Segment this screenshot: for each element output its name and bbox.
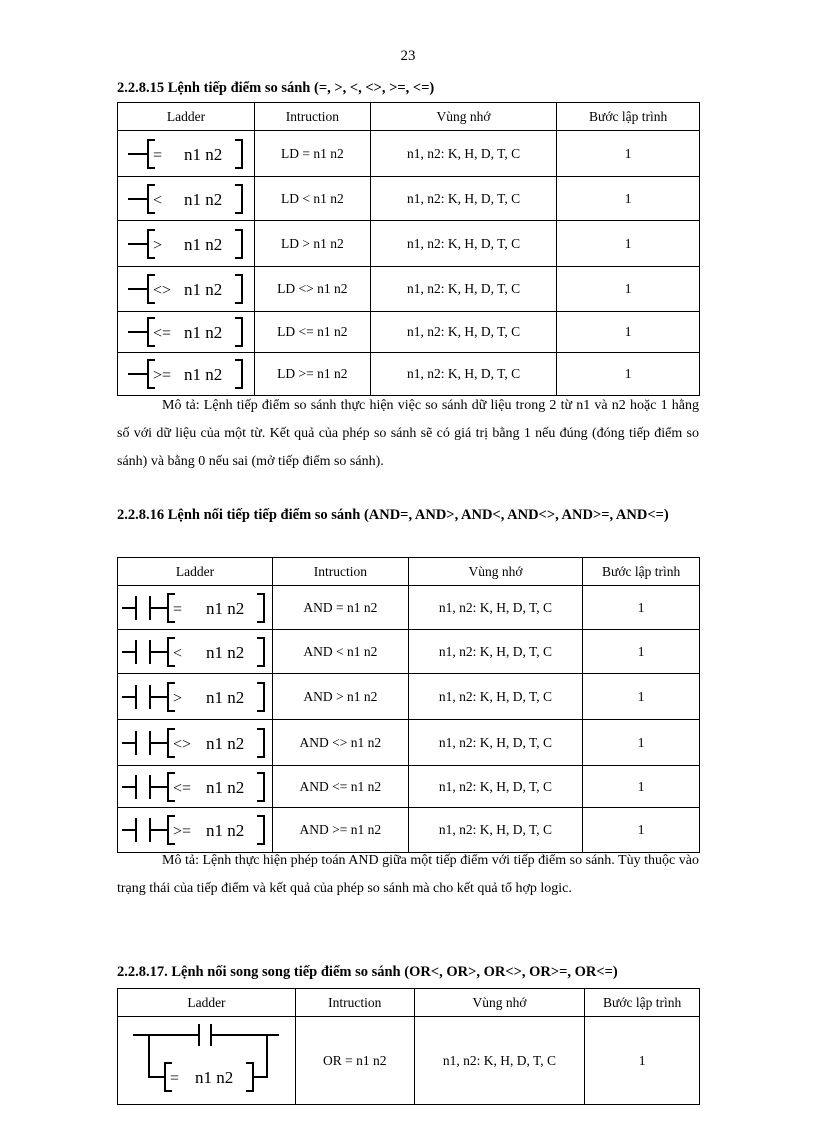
header-memory: Vùng nhớ <box>414 989 585 1017</box>
steps-cell: 1 <box>583 630 700 674</box>
or-compare-table <box>117 988 700 1105</box>
header-instruction: Intruction <box>295 989 414 1017</box>
table-header-row <box>118 103 700 131</box>
ladder-diagram <box>120 632 270 672</box>
header-ladder: Ladder <box>118 558 273 586</box>
compare-operator: >= <box>152 367 172 384</box>
instruction-cell: AND = n1 n2 <box>272 586 408 630</box>
contact-no-icon <box>122 640 168 664</box>
ladder-cell <box>118 720 273 766</box>
table-row <box>118 586 700 630</box>
ladder-cell <box>118 630 273 674</box>
ladder-diagram <box>120 810 270 850</box>
compare-block-icon <box>168 816 264 844</box>
ladder-diagram <box>126 224 246 264</box>
compare-block-icon <box>148 140 242 168</box>
steps-cell: 1 <box>557 177 700 221</box>
section2-title: 2.2.8.16 Lệnh nối tiếp tiếp điểm so sánh (AND=, AND>, AND<, AND<>, AND>=, AND<=) <box>117 507 669 523</box>
instruction-cell: LD <= n1 n2 <box>254 312 370 353</box>
contact-no-icon <box>122 775 168 799</box>
instruction-cell: LD < n1 n2 <box>254 177 370 221</box>
compare-operator: > <box>172 689 183 707</box>
steps-cell: 1 <box>585 1017 700 1105</box>
compare-operator: = <box>172 600 183 618</box>
table-row <box>118 312 700 353</box>
operands-label: n1 n2 <box>205 821 245 840</box>
memory-cell: n1, n2: K, H, D, T, C <box>370 267 557 312</box>
compare-block-icon <box>168 683 264 711</box>
compare-block-icon <box>148 360 242 388</box>
steps-cell: 1 <box>557 267 700 312</box>
ld-compare-table <box>117 102 700 396</box>
memory-cell: n1, n2: K, H, D, T, C <box>414 1017 585 1105</box>
steps-cell: 1 <box>557 131 700 177</box>
compare-block-icon <box>148 230 242 258</box>
steps-cell: 1 <box>583 674 700 720</box>
instruction-cell: LD > n1 n2 <box>254 221 370 267</box>
compare-block-icon <box>148 318 242 346</box>
memory-cell: n1, n2: K, H, D, T, C <box>408 674 583 720</box>
operands-label: n1 n2 <box>195 1067 234 1087</box>
compare-operator: <> <box>172 735 192 753</box>
operands-label: n1 n2 <box>183 280 223 299</box>
header-instruction: Intruction <box>254 103 370 131</box>
steps-cell: 1 <box>583 766 700 808</box>
ladder-diagram <box>120 723 270 763</box>
ladder-diagram <box>126 134 246 174</box>
section1-title: 2.2.8.15 Lệnh tiếp điểm so sánh (=, >, <, <>, >=, <=) <box>117 80 435 96</box>
compare-operator: <= <box>152 325 172 342</box>
memory-cell: n1, n2: K, H, D, T, C <box>370 131 557 177</box>
instruction-cell: AND > n1 n2 <box>272 674 408 720</box>
table-row <box>118 353 700 396</box>
ladder-diagram <box>126 354 246 394</box>
instruction-cell: LD = n1 n2 <box>254 131 370 177</box>
steps-cell: 1 <box>583 808 700 853</box>
compare-operator: < <box>152 191 162 209</box>
ladder-cell <box>118 586 273 630</box>
memory-cell: n1, n2: K, H, D, T, C <box>408 586 583 630</box>
memory-cell: n1, n2: K, H, D, T, C <box>408 630 583 674</box>
ladder-cell <box>118 177 255 221</box>
steps-cell: 1 <box>583 586 700 630</box>
operands-label: n1 n2 <box>205 687 245 707</box>
compare-block-icon <box>168 638 264 666</box>
header-steps: Bước lập trình <box>583 558 700 586</box>
ladder-cell <box>118 1017 296 1105</box>
compare-operator: >= <box>172 823 192 840</box>
steps-cell: 1 <box>583 720 700 766</box>
compare-block-icon <box>165 1063 253 1091</box>
ladder-cell <box>118 221 255 267</box>
header-steps: Bước lập trình <box>557 103 700 131</box>
compare-block-icon <box>168 729 264 757</box>
ladder-diagram <box>126 269 246 309</box>
compare-operator: <= <box>172 779 192 797</box>
ladder-cell <box>118 353 255 396</box>
table-header-row <box>118 558 700 586</box>
operands-label: n1 n2 <box>183 234 223 254</box>
instruction-cell: OR = n1 n2 <box>295 1017 414 1105</box>
compare-operator: = <box>170 1069 180 1087</box>
ladder-cell <box>118 312 255 353</box>
operands-label: n1 n2 <box>183 189 223 209</box>
table-row <box>118 267 700 312</box>
compare-operator: < <box>172 644 183 662</box>
memory-cell: n1, n2: K, H, D, T, C <box>370 177 557 221</box>
ladder-cell <box>118 267 255 312</box>
instruction-cell: LD >= n1 n2 <box>254 353 370 396</box>
operands-label: n1 n2 <box>205 642 245 662</box>
compare-block-icon <box>148 275 242 303</box>
ladder-cell <box>118 766 273 808</box>
table-row <box>118 221 700 267</box>
header-ladder: Ladder <box>118 103 255 131</box>
section3-title: 2.2.8.17. Lệnh nối song song tiếp điểm so sánh (OR<, OR>, OR<>, OR>=, OR<=) <box>117 964 618 980</box>
header-memory: Vùng nhớ <box>408 558 583 586</box>
operands-label: n1 n2 <box>205 598 245 618</box>
header-ladder: Ladder <box>118 989 296 1017</box>
memory-cell: n1, n2: K, H, D, T, C <box>370 353 557 396</box>
ladder-diagram <box>120 677 270 717</box>
instruction-cell: LD <> n1 n2 <box>254 267 370 312</box>
steps-cell: 1 <box>557 353 700 396</box>
compare-operator: > <box>152 236 162 254</box>
memory-cell: n1, n2: K, H, D, T, C <box>408 766 583 808</box>
section1-description: Mô tả: Lệnh tiếp điểm so sánh thực hiện việc so sánh dữ liệu trong 2 từ n1 và n2 hoặc 1 hằng số với dữ liệu của một từ. Kết quả của phép so sánh sẽ có giá trị bằng 1 nếu đúng (đóng tiếp điểm so sánh) và bằng 0 nếu sai (mở tiếp điểm so sánh). <box>117 398 699 469</box>
page-number: 23 <box>400 48 416 64</box>
instruction-cell: AND <= n1 n2 <box>272 766 408 808</box>
compare-block-icon <box>168 594 264 622</box>
table-header-row <box>118 989 700 1017</box>
ladder-diagram <box>120 767 270 807</box>
memory-cell: n1, n2: K, H, D, T, C <box>370 312 557 353</box>
memory-cell: n1, n2: K, H, D, T, C <box>370 221 557 267</box>
table-row <box>118 1017 700 1105</box>
operands-label: n1 n2 <box>205 777 245 797</box>
ladder-cell <box>118 674 273 720</box>
memory-cell: n1, n2: K, H, D, T, C <box>408 720 583 766</box>
steps-cell: 1 <box>557 312 700 353</box>
ladder-diagram <box>126 179 246 219</box>
contact-no-icon <box>122 731 168 755</box>
compare-block-icon <box>168 773 264 801</box>
header-memory: Vùng nhớ <box>370 103 557 131</box>
table-row <box>118 674 700 720</box>
header-instruction: Intruction <box>272 558 408 586</box>
instruction-cell: AND < n1 n2 <box>272 630 408 674</box>
table-row <box>118 131 700 177</box>
steps-cell: 1 <box>557 221 700 267</box>
table-row <box>118 766 700 808</box>
ladder-diagram <box>120 588 270 628</box>
instruction-cell: AND >= n1 n2 <box>272 808 408 853</box>
compare-block-icon <box>148 185 242 213</box>
memory-cell: n1, n2: K, H, D, T, C <box>408 808 583 853</box>
contact-no-icon <box>122 685 168 709</box>
table-row <box>118 177 700 221</box>
compare-operator: = <box>152 146 162 164</box>
compare-operator: <> <box>152 282 172 299</box>
operands-label: n1 n2 <box>205 733 245 753</box>
operands-label: n1 n2 <box>183 323 223 342</box>
ladder-cell <box>118 808 273 853</box>
table-row <box>118 720 700 766</box>
ladder-cell <box>118 131 255 177</box>
table-row <box>118 630 700 674</box>
operands-label: n1 n2 <box>183 144 223 164</box>
ladder-diagram <box>126 312 246 352</box>
contact-no-icon <box>122 818 168 842</box>
header-steps: Bước lập trình <box>585 989 700 1017</box>
section2-description: Mô tả: Lệnh thực hiện phép toán AND giữa một tiếp điểm với tiếp điểm so sánh. Tùy thuộc vào trạng thái của tiếp điểm và kết quả của phép so sánh mà cho kết quả tổ hợp logic. <box>117 853 699 896</box>
operands-label: n1 n2 <box>183 365 223 384</box>
table-row <box>118 808 700 853</box>
contact-no-icon <box>122 596 168 620</box>
instruction-cell: AND <> n1 n2 <box>272 720 408 766</box>
ladder-diagram <box>131 1021 281 1101</box>
and-compare-table <box>117 557 700 853</box>
